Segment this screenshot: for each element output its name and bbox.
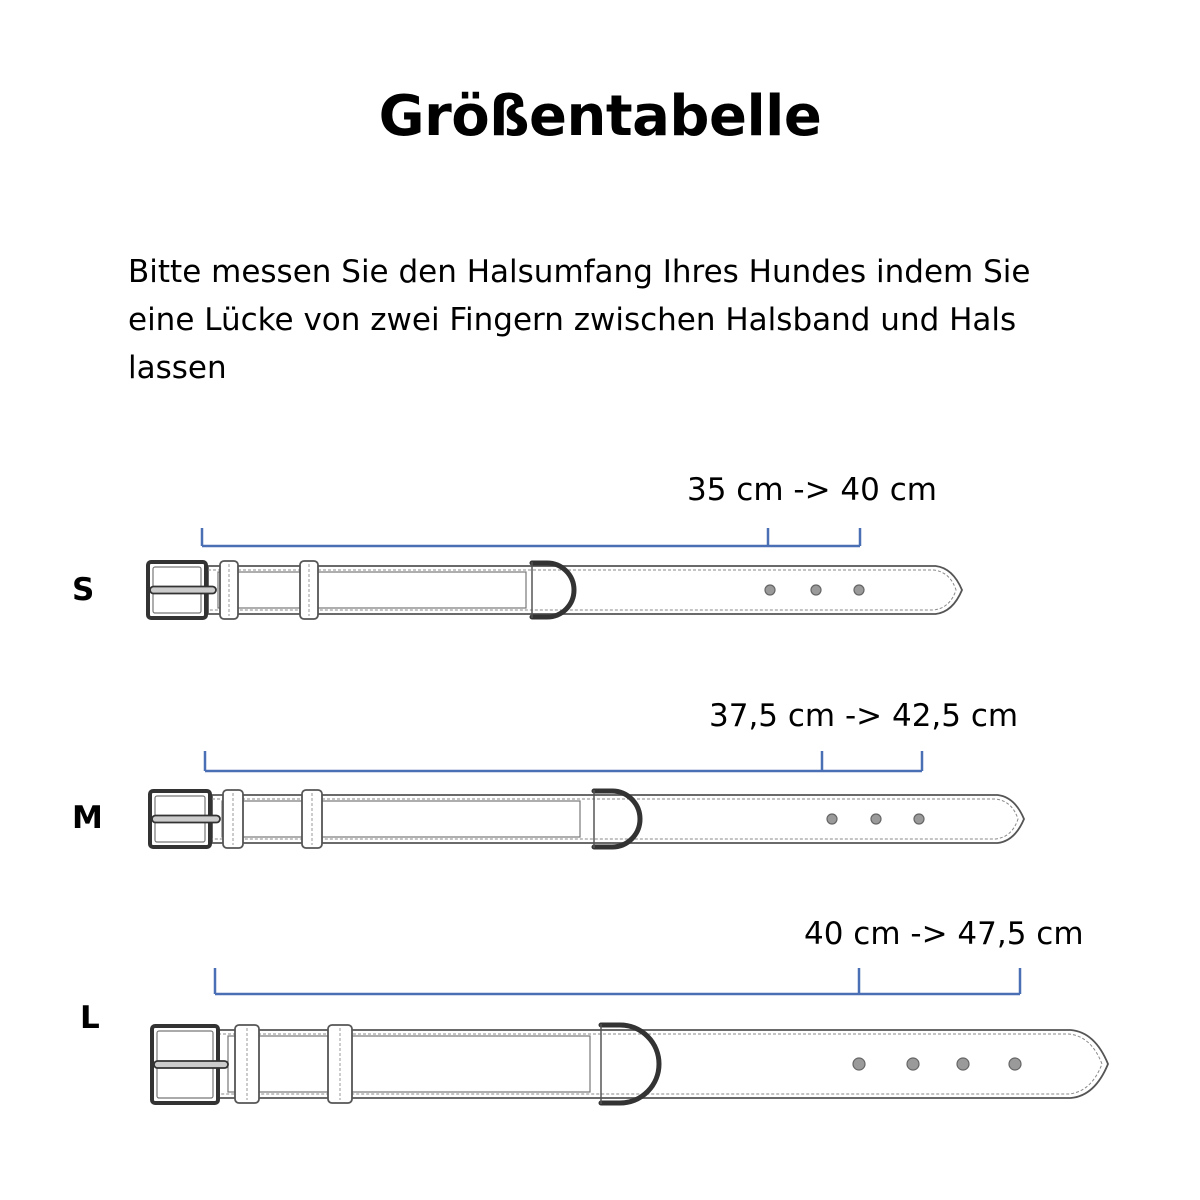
- strap-hole: [811, 585, 821, 595]
- collar-m: [150, 751, 1024, 848]
- strap-hole: [853, 1058, 865, 1070]
- buckle-tongue: [150, 587, 216, 594]
- strap-hole: [914, 814, 924, 824]
- strap-hole: [1009, 1058, 1021, 1070]
- collar-strap: [208, 566, 962, 614]
- collar-s: [148, 528, 962, 619]
- measure-bracket-s: [202, 528, 860, 546]
- size-label-l: L: [80, 1000, 100, 1036]
- strap-hole: [907, 1058, 919, 1070]
- buckle-tongue: [154, 1061, 228, 1068]
- collar-l: [152, 968, 1108, 1104]
- page-title: Größentabelle: [378, 84, 822, 149]
- buckle-tongue: [152, 816, 220, 823]
- strap-hole: [871, 814, 881, 824]
- strap-hole: [854, 585, 864, 595]
- strap-hole: [827, 814, 837, 824]
- size-range-l: 40 cm -> 47,5 cm: [804, 916, 1084, 952]
- measure-bracket-m: [205, 751, 922, 771]
- measuring-instructions: Bitte messen Sie den Halsumfang Ihres Hundes indem Sie eine Lücke von zwei Fingern zwischen Halsband und Hals lassen: [128, 254, 1031, 386]
- measure-bracket-l: [215, 968, 1020, 994]
- size-range-s: 35 cm -> 40 cm: [687, 472, 937, 508]
- collar-strap: [212, 795, 1024, 843]
- size-range-m: 37,5 cm -> 42,5 cm: [709, 698, 1019, 734]
- strap-hole: [957, 1058, 969, 1070]
- size-label-m: M: [72, 800, 103, 836]
- size-label-s: S: [72, 572, 95, 608]
- strap-hole: [765, 585, 775, 595]
